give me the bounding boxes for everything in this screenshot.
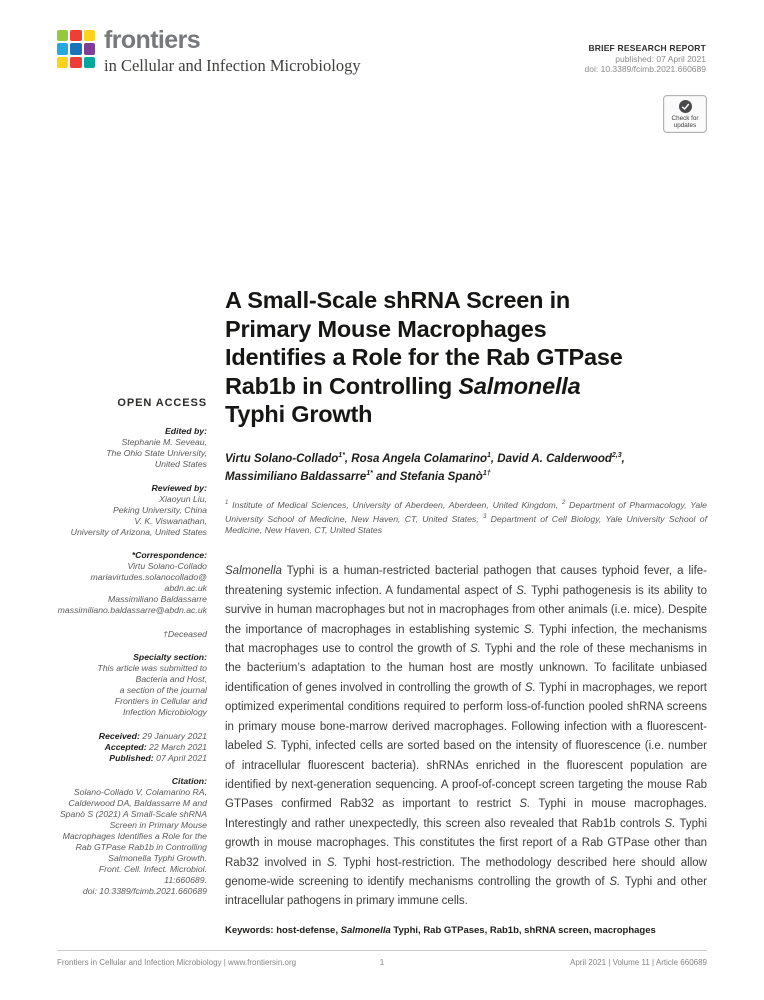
text-line: a section of the journal (119, 685, 207, 695)
reviewed-by-lines (57, 494, 207, 538)
keywords-line: Keywords: host-defense, Salmonella Typhi, Rab GTPases, Rab1b, shRNA screen, macrophages (225, 924, 656, 936)
correspondence-block (57, 550, 207, 616)
check-updates-label: Check for updates (671, 115, 699, 129)
edited-by-lines (57, 437, 207, 470)
edited-by-label: Edited by: (165, 426, 207, 436)
report-type-label: BRIEF RESEARCH REPORT (588, 43, 706, 53)
text-line: This article was submitted to (97, 663, 207, 673)
text-line: abdn.ac.uk (164, 583, 207, 593)
edited-by-block (57, 426, 207, 470)
published-date: published: 07 April 2021 (615, 53, 706, 64)
text-line: Screen in Primary Mouse (109, 820, 207, 830)
page-footer (57, 950, 707, 967)
frontiers-logo (57, 28, 361, 76)
citation-block (57, 776, 207, 897)
text-line: Salmonella Typhi Growth. (108, 853, 207, 863)
author-list: Virtu Solano-Collado$^{1*}$, Rosa Angela Colamarino$^1$, David A. Calderwood$^{2,3}$, Massimiliano Baldassarre$^{1*}$ and Stefania Spanò$^{1\dagger}$ (225, 451, 625, 484)
check-for-updates-badge[interactable] (663, 95, 707, 133)
text-line: Peking University, China (113, 504, 207, 515)
text-line: University of Arizona, United States (70, 526, 207, 537)
text-line: Spanò S (2021) A Small-Scale shRNA (59, 809, 207, 819)
open-access-label: OPEN ACCESS (117, 397, 207, 409)
article-main (225, 286, 707, 937)
text-line: V. K. Viswanathan, (134, 515, 207, 526)
affiliations: $^1$ Institute of Medical Sciences, University of Aberdeen, Aberdeen, United Kingdom, $^2$ Department of Pharmacology, Yale University School of Medicine, New Haven, CT, United States, $^3$ Department of Cell Biology, Yale University School of Medicine, New Haven, CT, United States (225, 500, 707, 535)
text-line: Front. Cell. Infect. Microbiol. 11:660689. (98, 864, 207, 885)
specialty-section-lines (57, 663, 207, 718)
reviewed-by-block (57, 483, 207, 538)
article-title: A Small-Scale shRNA Screen in Primary Mouse Macrophages Identifies a Role for the Rab GTPase Rab1b in Controlling Salmonella Typhi Growth (225, 287, 623, 427)
citation-label: Citation: (171, 776, 207, 786)
frontiers-logo-text (104, 28, 361, 76)
accepted-line: Accepted: 22 March 2021 (104, 741, 207, 752)
text-line: The Ohio State University, (106, 448, 207, 458)
text-line: massimiliano.baldassarre@abdn.ac.uk (57, 605, 207, 615)
text-line: Macrophages Identifies a Role for the (62, 831, 207, 841)
citation-lines (57, 787, 207, 897)
frontiers-mosaic-icon (57, 30, 95, 68)
specialty-section-block (57, 652, 207, 718)
footer-issue-info: April 2021 | Volume 11 | Article 660689 (570, 958, 707, 967)
correspondence-label: *Correspondence: (131, 550, 207, 560)
abstract-text: Salmonella Typhi is a human-restricted bacterial pathogen that causes typhoid fever, a life-threatening systemic infection. A fundamental aspect of S. Typhi pathogenesis is its ability to survive in human macrophages but not in macrophages from other animals (i.e. mice). Despite the importance of macrophages in establishing systemic S. Typhi infection, the mechanisms that macrophages use to control the growth of S. Typhi and the role of these mechanisms in the bacterium’s adaptation to the human host are mostly unknown. To facilitate unbiased identification of genes involved in controlling the growth of S. Typhi in macrophages, we report optimized experimental conditions required to perform loss-of-function pooled shRNA screens in primary mouse bone-marrow derived macrophages. Following infection with a fluorescent-labeled S. Typhi, infected cells are sorted based on the intensity of fluorescence (i.e. number of intracellular fluorescent bacteria). shRNAs enriched in the fluorescent population are identified by next-generation sequencing. A proof-of-concept screen targeting the mouse Rab GTPases confirmed Rab32 as important to restrict S. Typhi in mouse macrophages. Interestingly and rather unexpectedly, this screen also revealed that Rab1b controls S. Typhi growth in mouse macrophages. This constitutes the first report of a Rab GTPase other than Rab32 involved in S. Typhi host-restriction. The methodology described here should allow genome-wide screening to identify mechanisms controlling the growth of S. Typhi and other intracellular pathogens in primary immune cells. (225, 565, 708, 908)
journal-name: in Cellular and Infection Microbiology (104, 56, 361, 75)
doi-text: doi: 10.3389/fcimb.2021.660689 (584, 64, 706, 74)
crossmark-icon (679, 100, 692, 113)
publication-meta (585, 43, 706, 75)
footer-journal-url: Frontiers in Cellular and Infection Microbiology | www.frontiersin.org (57, 958, 297, 967)
text-line: doi: 10.3389/fcimb.2021.660689 (82, 886, 207, 896)
text-line: Calderwood DA, Baldassarre M and (68, 798, 207, 808)
text-line: Infection Microbiology (122, 707, 207, 717)
text-line: Virtu Solano-Collado (127, 561, 207, 571)
reviewed-by-label: Reviewed by: (151, 482, 207, 493)
article-sidebar (57, 398, 207, 910)
frontiers-wordmark: frontiers (104, 26, 201, 54)
text-line: Xiaoyun Liu, (159, 493, 207, 504)
specialty-section-label: Specialty section: (133, 652, 207, 662)
text-line: Massimiliano Baldassarre (108, 594, 207, 604)
text-line: mariavirtudes.solanocollado@ (90, 572, 207, 582)
published-line: Published: 07 April 2021 (109, 752, 207, 763)
dates-block (57, 731, 207, 764)
text-line: Rab GTPase Rab1b in Controlling (75, 842, 207, 852)
text-line: Frontiers in Cellular and (114, 696, 207, 706)
text-line: Bacteria and Host, (135, 674, 207, 684)
deceased-note: †Deceased (163, 628, 207, 639)
text-line: Stephanie M. Seveau, (121, 437, 207, 447)
text-line: Solano-Collado V, Colamarino RA, (73, 787, 207, 797)
correspondence-lines (57, 561, 207, 616)
footer-page-number: 1 (379, 958, 385, 967)
received-line: Received: 29 January 2021 (98, 730, 207, 741)
text-line: United States (154, 459, 207, 469)
